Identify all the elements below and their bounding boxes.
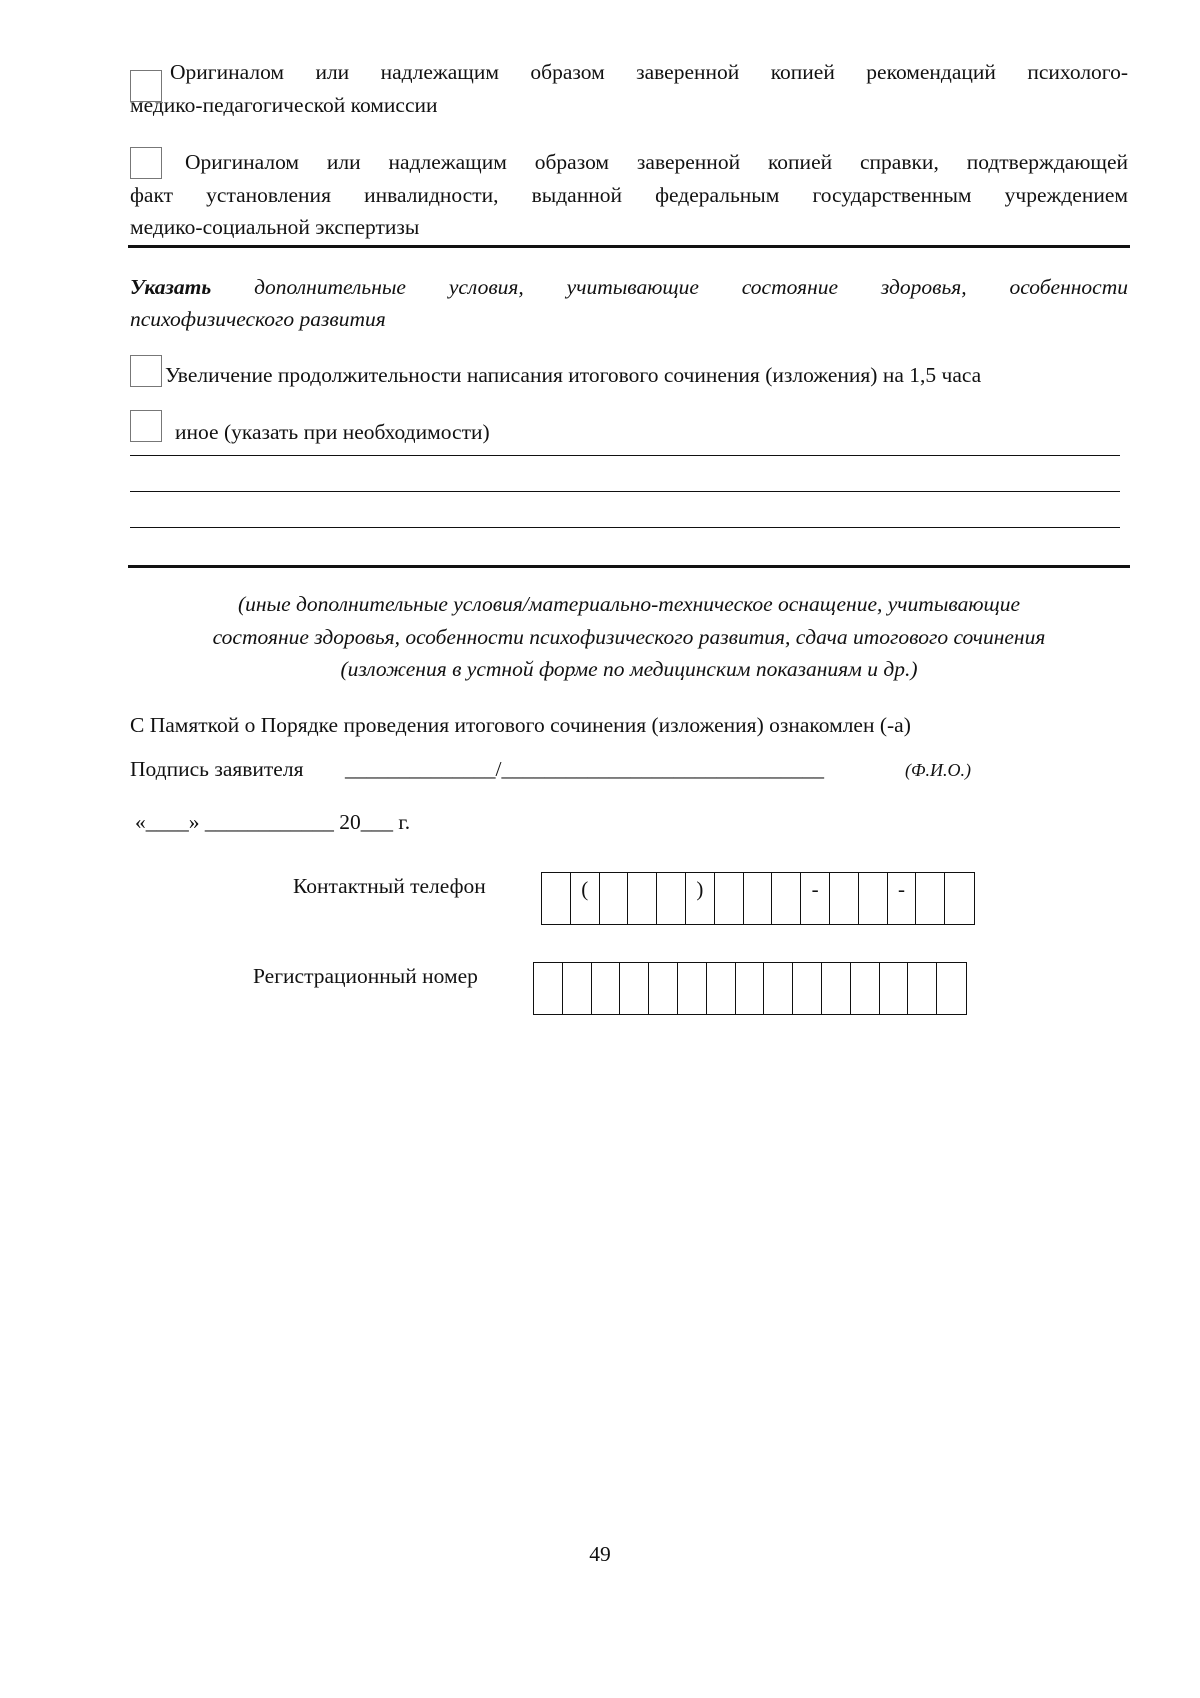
phone-input[interactable] (541, 872, 975, 925)
note-line2: состояние здоровья, особенности психофизического развития, сдача итогового сочинения (212, 625, 1046, 649)
digit-cell[interactable] (542, 873, 571, 924)
digit-cell[interactable] (649, 963, 678, 1014)
item2-line2: факт установления инвалидности, выданной федеральным государственным учреждением (130, 183, 1128, 207)
digit-cell[interactable] (563, 963, 592, 1014)
digit-cell[interactable] (736, 963, 765, 1014)
checkbox-disability-certificate[interactable] (130, 147, 162, 179)
digit-cell[interactable] (851, 963, 880, 1014)
registration-number-input[interactable] (533, 962, 967, 1015)
page-number: 49 (589, 1542, 611, 1566)
item1-line1: Оригиналом или надлежащим образом заверенной копией рекомендаций психолого- (170, 60, 1128, 84)
conditions-heading-line2: психофизического развития (130, 307, 386, 331)
digit-cell[interactable] (916, 873, 945, 924)
digit-cell[interactable] (937, 963, 966, 1014)
conditions-heading (130, 275, 1128, 300)
conditions-heading-rest: дополнительные условия, учитывающие состояние здоровья, особенности (254, 275, 1129, 299)
digit-cell[interactable] (628, 873, 657, 924)
digit-cell[interactable] (859, 873, 888, 924)
signature-label: Подпись заявителя (130, 757, 304, 781)
phone-label: Контактный телефон (293, 874, 486, 898)
registration-label: Регистрационный номер (253, 964, 478, 988)
note-line3: (изложения в устной форме по медицинским показаниям и др.) (340, 657, 918, 681)
conditions-heading-bold: Указать (130, 275, 212, 299)
digit-cell[interactable] (908, 963, 937, 1014)
digit-cell[interactable] (657, 873, 686, 924)
digit-cell[interactable] (793, 963, 822, 1014)
option-other-label: иное (указать при необходимости) (175, 420, 490, 444)
signature-fio-label: (Ф.И.О.) (905, 760, 971, 780)
digit-cell[interactable] (678, 963, 707, 1014)
note-line1: (иные дополнительные условия/материально-техническое оснащение, учитывающие (237, 592, 1020, 616)
section-divider (128, 245, 1130, 248)
digit-cell[interactable] (715, 873, 744, 924)
item2-line1: Оригиналом или надлежащим образом заверенной копией справки, подтверждающей (185, 150, 1128, 174)
digit-cell[interactable] (822, 963, 851, 1014)
checkbox-extended-time[interactable] (130, 355, 162, 387)
write-in-line-2[interactable] (130, 491, 1120, 492)
date-field[interactable]: «____» ____________ 20___ г. (135, 810, 411, 834)
acknowledgement-text: С Памяткой о Порядке проведения итогового сочинения (изложения) ознакомлен (-а) (130, 713, 911, 737)
write-in-line-3[interactable] (130, 527, 1120, 528)
digit-cell[interactable]: - (801, 873, 830, 924)
checkbox-other[interactable] (130, 410, 162, 442)
digit-cell[interactable]: ) (686, 873, 715, 924)
digit-cell[interactable]: - (888, 873, 917, 924)
option-extended-time-label: Увеличение продолжительности написания итогового сочинения (изложения) на 1,5 часа (165, 363, 982, 387)
digit-cell[interactable] (592, 963, 621, 1014)
digit-cell[interactable] (880, 963, 909, 1014)
digit-cell[interactable] (830, 873, 859, 924)
digit-cell[interactable] (600, 873, 629, 924)
digit-cell[interactable] (945, 873, 974, 924)
conditions-divider (128, 565, 1130, 568)
digit-cell[interactable] (534, 963, 563, 1014)
write-in-line-1[interactable] (130, 455, 1120, 456)
digit-cell[interactable]: ( (571, 873, 600, 924)
digit-cell[interactable] (744, 873, 773, 924)
item2-line3: медико-социальной экспертизы (130, 215, 420, 239)
signature-field[interactable]: ______________/______________________________ (345, 757, 824, 781)
digit-cell[interactable] (764, 963, 793, 1014)
digit-cell[interactable] (620, 963, 649, 1014)
digit-cell[interactable] (772, 873, 801, 924)
item1-line2: медико-педагогической комиссии (130, 93, 438, 117)
digit-cell[interactable] (707, 963, 736, 1014)
